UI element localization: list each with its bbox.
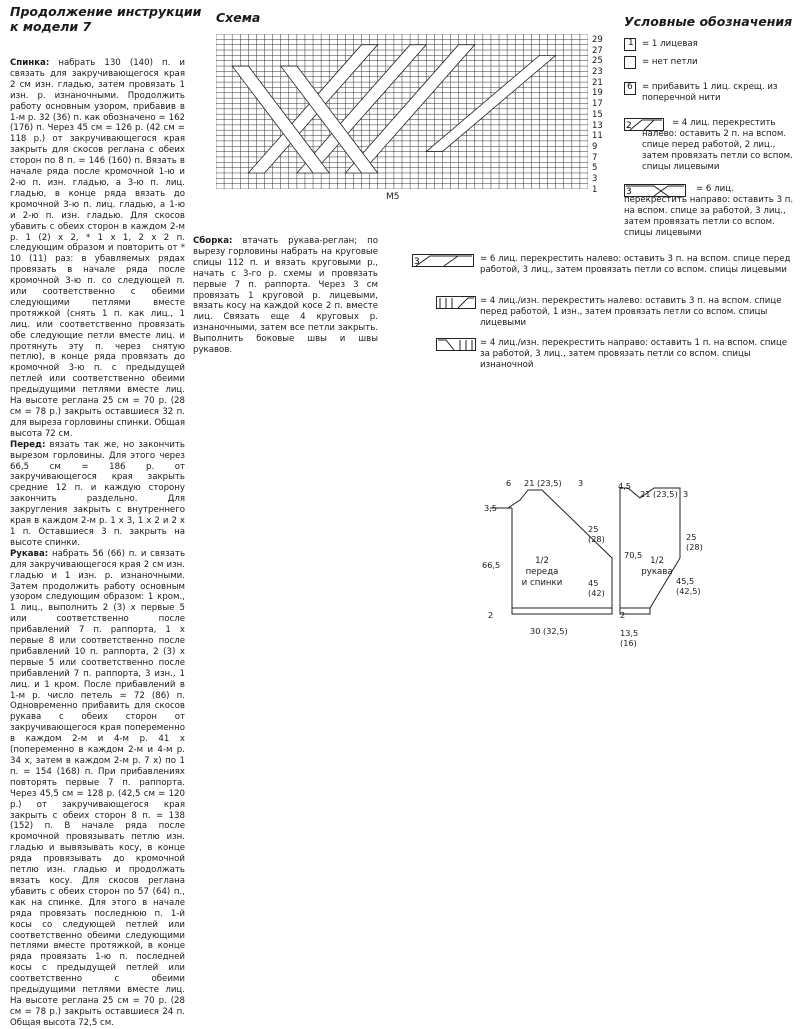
no-stitch-symbol (624, 56, 636, 69)
schema-title: Схема (216, 10, 261, 25)
sleeve-side-height: 45,5 (42,5) (676, 576, 701, 596)
row-number: 29 (592, 35, 603, 45)
cross-left-4-purl-symbol (436, 296, 476, 310)
svg-text:3: 3 (414, 257, 420, 267)
legend-cross-right-4-purl: = 4 лиц./изн. перекрестить направо: оставить 1 п. на вспом. спице за работой, 3 лиц., затем провязать петли со вспом. спицы изнаночной (480, 338, 788, 370)
knit-symbol: 1 (624, 38, 636, 51)
sleeve-top-w: 4,5 (618, 481, 632, 491)
front-label: 1/2 переда и спинки (521, 556, 563, 588)
back-title: Спинка: (10, 58, 50, 68)
front-height: 66,5 (482, 560, 501, 570)
row-number: 25 (592, 56, 603, 67)
front-side-height: 45 (42) (588, 578, 605, 598)
instructions-column-1 (10, 58, 185, 1029)
front-raglan-height: 25 (28) (588, 524, 605, 544)
header-line-2: к модели 7 (10, 19, 92, 34)
front-top-dim-3: 3 (578, 478, 584, 488)
cross-right-4-purl-symbol (436, 338, 476, 352)
front-text: вязать так же, но закончить вырезом горловины. Для этого через 66,5 см = 186 р. от закручивающегося края закрыть средние 12 п. и каждую сторону закончить раздельно. Для закругления закрыть с внутреннего края в каждом 2-м р. 1 х 3, 1 х 2 и 2 х 1 п. Оставшиеся 3 п. закрыть на высоте спинки. (10, 439, 186, 548)
svg-text:2: 2 (626, 121, 632, 131)
legend-increase: = прибавить 1 лиц. скрещ. из поперечной нити (642, 82, 778, 103)
page-header (10, 4, 201, 34)
row-number: 21 (592, 77, 603, 88)
front-top-dim-1: 6 (506, 478, 512, 488)
repeat-marker: М5 (386, 192, 400, 202)
row-number: 9 (592, 141, 598, 152)
header-line-1: Продолжение инструкции (10, 4, 202, 19)
legend-cross-left-6: = 6 лиц. перекрестить налево: оставить 3 п. на вспом. спице перед работой, 3 лиц., затем провязать петли со вспом. спицы лицевыми (480, 254, 791, 275)
back-text: набрать 130 (140) п. и связать для закручивающегося края 2 см изн. гладью, затем провязать 1 изн. р. изнаночными. Продолжить работу основным узором, прибавив в 1-м р. 32 (36) п. как обозначено = 162 (176) п. Через 45 см = 126 р. (42 см = 118 р.) от закручивающегося края закрыть для скосов реглана с обеих сторон по 8 п. = 146 (160) п. Вязать в начале ряда после кромочной 1-ю и 2-ю п. изн. гладью, а 3-ю п. лиц. гладью, в конце ряда вязать до кромочной 3-ю п. лиц. гладью, а 1-ю и 2-ю п. изн. гладью. Для скосов убавить с обеих сторон в каждом 2-м р. 1 (2) х 2, * 1 х 1, 2 х 2 п. следующим образом и повторить от * 10 (11) раз: в убавляемых рядах провязать в начале ряда после кромочной 3-ю п. со следующей п. или соответственно с обеими следующими петлями вместе протяжкой (снять 1 п. как лиц., 1 лиц. или соответственно провязать обе следующие петли вместе лиц. и протянуть эту п. через снятую петлю), в конце ряда провязать до кромочной 3-ю п. с предыдущей петлей или соответственно обеими предыдущими петлями вместе лиц. На высоте реглана 25 см = 70 р. (28 см = 78 р.) закрыть оставшиеся 32 п. для выреза горловины спинки. Общая высота 72 см. (10, 58, 185, 439)
increase-symbol: 6 (624, 82, 636, 95)
row-number: 5 (592, 163, 598, 174)
sleeve-width: 13,5 (16) (620, 628, 639, 648)
legend-knit: = 1 лицевая (642, 39, 698, 49)
legend-cross-left-4-purl: = 4 лиц./изн. перекрестить налево: оставить 3 п. на вспом. спице перед работой, 1 изн., затем провязать петли со вспом. спицы лицевыми (480, 296, 782, 328)
row-number: 13 (592, 120, 603, 131)
front-width: 30 (32,5) (530, 626, 568, 636)
front-hem: 2 (488, 610, 494, 620)
row-number: 17 (592, 99, 603, 110)
sleeve-text: набрать 56 (66) п. и связать для закручивающегося края 2 см изн. гладью и 1 изн. р. изнаночными. Затем продолжить работу основным узором следующим образом: 1 кром., 1 лиц., выполнить 2 (3) х первые 5 или соответственно после прибавлений 7 п. раппорта, 1 х первые 8 или соответственно после прибавлений 10 п. раппорта, 2 (3) х первые 5 или соответственно после прибавлений 7 п. раппорта, 3 изн., 1 лиц. и 1 кром. После прибавлений в 1-м р. число петель = 72 (86) п. Одновременно прибавить для скосов рукава с обеих сторон от закручивающегося края попеременно в каждом 2-м и 4-м р. 41 х (попеременно в каждом 2-м и 4-м р. 34 х, затем в каждом 2-м р. 7 х) по 1 п. = 154 (168) п. При прибавлениях повторять первые 7 п. раппорта. Через 45,5 см = 128 р. (42,5 см = 120 р.) от закручивающегося края закрыть с обеих сторон 8 п. = 138 (152) п. В начале ряда после кромочной провязывать петлю изн. гладью и вывязывать косу, в конце ряда провязывать до кромочной петлю изн. гладью и продолжать вязать косу. Для скосов реглана убавить с обеих сторон по 57 (64) п., как на спинке. Для этого в начале ряда провязать последнюю п. 1-й косы со следующей петлей или соответственно обеими следующими петлями вместе протяжкой, в конце ряда провязать 1-ю п. последней косы с предыдущей петлей или соответственно с обеими предыдущими петлями вместе лиц. На высоте реглана 25 см = 70 р. (28 см = 78 р.) закрыть оставшиеся 24 п. Общая высота 72,5 см. (10, 548, 186, 1028)
sleeve-height: 70,5 (624, 550, 643, 560)
svg-text:3: 3 (626, 187, 632, 197)
assembly-title: Сборка: (193, 236, 233, 246)
row-number: 19 (592, 88, 603, 99)
row-number: 11 (592, 131, 603, 142)
sleeve-label: 1/2 рукава (641, 556, 673, 577)
row-number: 27 (592, 45, 603, 56)
legend-title: Условные обозначения (624, 14, 793, 29)
assembly-text: втачать рукава-реглан; по вырезу горловины набрать на круговые спицы 112 п. и вязать круговыми р., начать с 3-го р. схемы и провязать первые 7 п. раппорта. Через 3 см провязать 1 круговой р. лицевыми, вязать косу на каждой косе 2 п. вместе лиц. Связать еще 4 круговых р. изнаночными, затем все петли закрыть. Выполнить боковые швы и швы рукавов. (193, 236, 378, 356)
legend-no-stitch: = нет петли (642, 57, 698, 67)
legend-cross-left-4: = 4 лиц. перекрестить налево: оставить 2 п. на вспом. спице перед работой, 2 лиц., затем провязать петли со вспом. спицы лицевыми (642, 118, 793, 172)
sleeve-hem: 2 (620, 610, 626, 620)
sleeve-title: Рукава: (10, 548, 49, 559)
sleeve-top-dim-3: 3 (683, 489, 689, 499)
front-neck-drop: 3,5 (484, 503, 498, 513)
front-top-dim-2: 21 (23,5) (524, 478, 562, 488)
row-number: 7 (592, 152, 598, 163)
row-number: 1 (592, 184, 598, 195)
legend-cross-right-6: = 6 лиц. перекрестить направо: оставить 3 п. на вспом. спице за работой, 3 лиц., затем провязать петли со вспом. спицы лицевыми (624, 184, 794, 238)
row-number: 15 (592, 109, 603, 120)
sleeve-raglan-height: 25 (28) (686, 532, 703, 552)
row-number: 3 (592, 173, 598, 184)
row-number: 23 (592, 67, 603, 78)
instructions-column-2 (193, 236, 378, 356)
cross-left-6-symbol (412, 254, 474, 268)
front-title: Перед: (10, 439, 46, 450)
sleeve-top-dim-2: 21 (23,5) (640, 489, 678, 499)
knitting-chart (216, 34, 588, 189)
